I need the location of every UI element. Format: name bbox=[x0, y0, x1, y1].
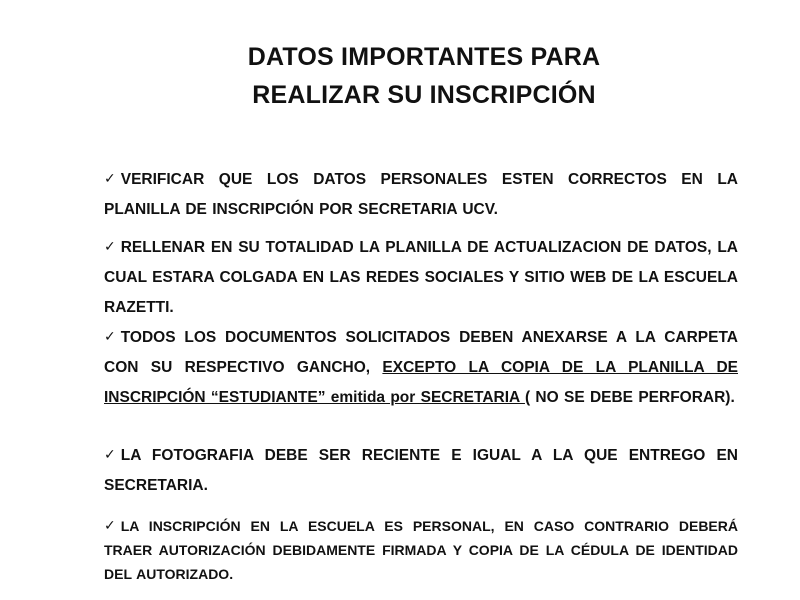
bullet-text: VERIFICAR QUE LOS DATOS PERSONALES ESTEN CORRECTOS EN LA PLANILLA DE INSCRIPCIÓN POR SECRETARIA UCV. bbox=[104, 171, 738, 218]
checkmark-icon: ✓ bbox=[104, 517, 116, 533]
page-title bbox=[0, 38, 800, 114]
bullet-text-before: TODOS LOS DOCUMENTOS SOLICITADOS DEBEN ANEXARSE A LA CARPETA CON SU RESPECTIVO GANCHO, bbox=[104, 329, 738, 376]
bullet-text-underlined: EXCEPTO LA COPIA DE LA PLANILLA DE INSCRIPCIÓN “ESTUDIANTE” emitida por SECRETARIA bbox=[104, 359, 738, 406]
bullet-item-documents bbox=[104, 322, 738, 413]
bullet-item-personal-registration bbox=[104, 514, 738, 586]
bullet-item-photo bbox=[104, 440, 738, 501]
checkmark-icon: ✓ bbox=[104, 446, 116, 462]
bullet-text: LA INSCRIPCIÓN EN LA ESCUELA ES PERSONAL, EN CASO CONTRARIO DEBERÁ TRAER AUTORIZACIÓN DEBIDAMENTE FIRMADA Y COPIA DE LA CÉDULA DE IDENTIDAD DEL AUTORIZADO. bbox=[104, 518, 738, 582]
checkmark-icon: ✓ bbox=[104, 238, 116, 254]
bullet-text: LA FOTOGRAFIA DEBE SER RECIENTE E IGUAL A LA QUE ENTREGO EN SECRETARIA. bbox=[104, 447, 738, 494]
checkmark-icon: ✓ bbox=[104, 170, 116, 186]
checkmark-icon: ✓ bbox=[104, 328, 116, 344]
bullet-item-fill-form bbox=[104, 232, 738, 323]
bullet-item-verify-data bbox=[104, 164, 738, 225]
bullet-text-after: ( NO SE DEBE PERFORAR). bbox=[524, 389, 735, 406]
title-line-2: REALIZAR SU INSCRIPCIÓN bbox=[252, 81, 596, 109]
title-line-1: DATOS IMPORTANTES PARA bbox=[247, 43, 601, 71]
bullet-text: RELLENAR EN SU TOTALIDAD LA PLANILLA DE ACTUALIZACION DE DATOS, LA CUAL ESTARA COLGADA EN LAS REDES SOCIALES Y SITIO WEB DE LA ESCUELA RAZETTI. bbox=[104, 239, 738, 316]
